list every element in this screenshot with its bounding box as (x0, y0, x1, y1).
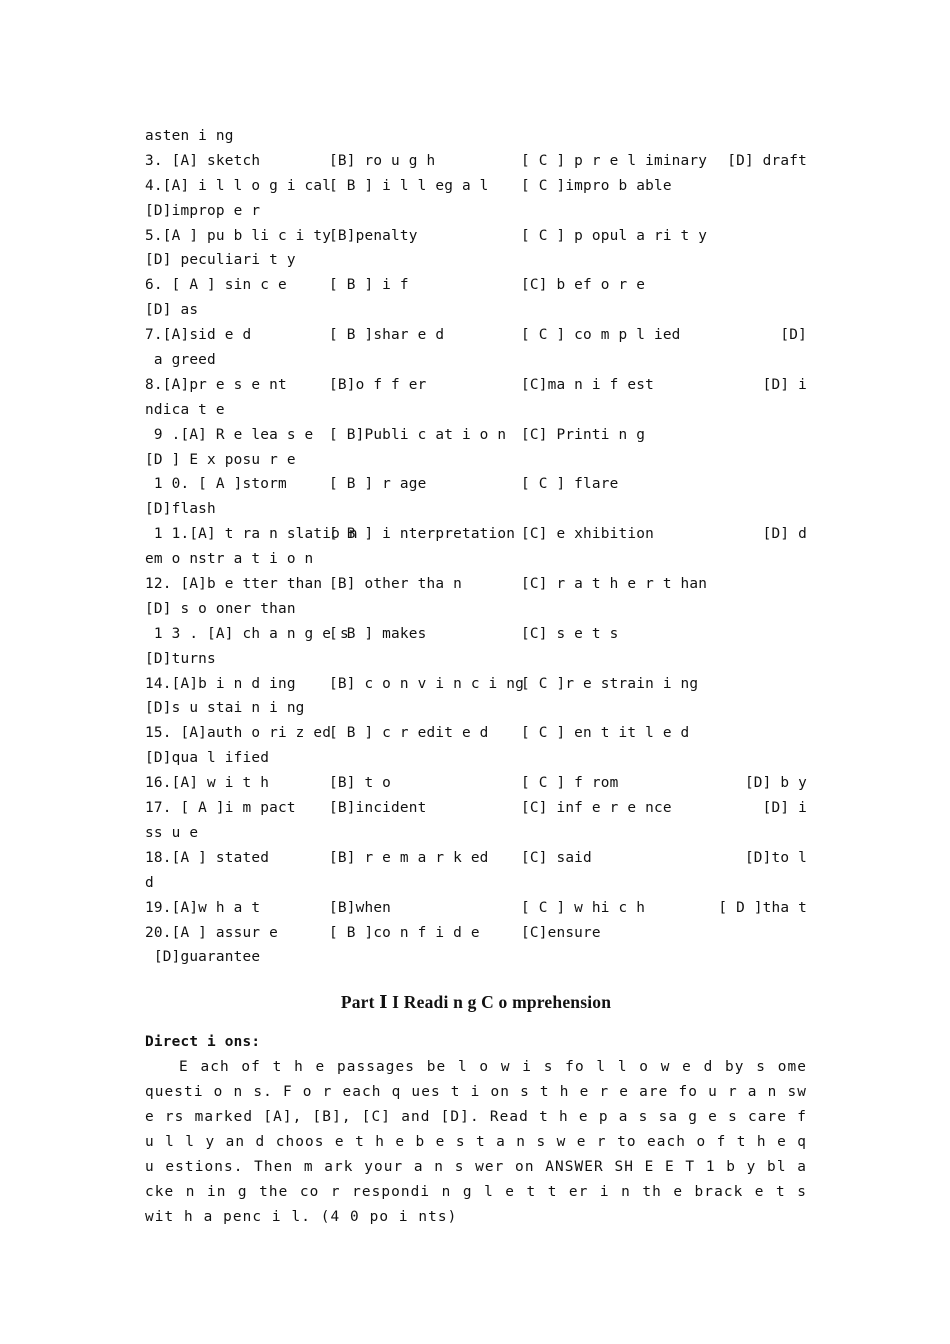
option-b: [ B ] i f (329, 277, 409, 294)
question-option-row (145, 149, 807, 174)
option-continuation: [D] peculiari t y (145, 252, 296, 269)
question-option-row (145, 472, 807, 497)
option-wrap-line (145, 448, 807, 473)
option-wrap-line (145, 348, 807, 373)
option-c: [C] s e t s (521, 625, 619, 642)
option-a: 16.[A] w i t h (145, 775, 270, 792)
option-continuation: [D ] E x posu r e (145, 451, 296, 468)
option-continuation: ss u e (145, 824, 199, 841)
option-b: [B] r e m a r k ed (329, 849, 489, 866)
option-b: [ B]Publi c at i o n (329, 426, 507, 443)
question-option-row (145, 846, 807, 871)
option-wrap-line (145, 696, 807, 721)
section-heading: Part Ⅰ I Readi n g C o mprehension (340, 992, 612, 1013)
option-wrap-line (145, 298, 807, 323)
option-c: [ C ] f rom (521, 775, 619, 792)
option-b: [B] other tha n (329, 576, 462, 593)
option-c: [C]ensure (521, 924, 601, 941)
directions-text: E ach of t h e passages be l o w i s fo l l o w e d by s ome questi o n s. F o r each q ues t i on s t h e r e are fo u r a n sw e rs marked [A], [B], [C] and [D]. Read t h e p a s sa g e s care f u l l y an d choos e t h e b e s t a n s w e r to each o f t h e q u estions. Then m ark your a n s wer on ANSWER SH E E T 1 b y bl a cke n in g the co r respondi n g l e t t er i n th e brack e t s wit h a penc i l. (4 0 po i nts) (145, 1059, 807, 1225)
option-c: [ C ] p opul a ri t y (521, 227, 708, 244)
option-wrap-line (145, 871, 807, 896)
question-option-row (145, 896, 807, 921)
option-a: 4.[A] i l l o g i cal (145, 177, 332, 194)
option-b: [ B ] i nterpretation (329, 526, 516, 543)
option-d: [D] i (762, 376, 807, 393)
question-option-row (145, 921, 807, 946)
option-a: 5.[A ] pu b li c i ty (145, 227, 332, 244)
option-continuation: ndica t e (145, 401, 225, 418)
option-c: [C] Printi n g (521, 426, 646, 443)
option-c: [C] r a t h e r t han (521, 576, 708, 593)
option-d: [ D ]tha t (718, 899, 807, 916)
option-a: 14.[A]b i n d ing (145, 675, 296, 692)
option-b: [ B ] c r edit e d (329, 725, 489, 742)
answer-options-list (145, 149, 807, 970)
option-b: [B]o f f er (329, 376, 427, 393)
option-b: [B] t o (329, 775, 392, 792)
option-b: [ B ] makes (329, 625, 427, 642)
question-option-row (145, 572, 807, 597)
question-option-row (145, 323, 807, 348)
option-continuation: [D]flash (145, 501, 216, 518)
option-c: [C] said (521, 849, 592, 866)
question-option-row (145, 721, 807, 746)
option-b: [B]when (329, 899, 392, 916)
option-wrap-line (145, 497, 807, 522)
option-c: [C] e xhibition (521, 526, 654, 543)
question-option-row (145, 522, 807, 547)
option-fragment: asten i ng (145, 128, 234, 144)
option-d: [D] b y (744, 775, 807, 792)
option-b: [B] ro u g h (329, 152, 436, 169)
question-option-row (145, 622, 807, 647)
option-c: [ C ]impro b able (521, 177, 672, 194)
option-c: [ C ] p r e l iminary (521, 152, 708, 169)
option-d: [D] d (762, 526, 807, 543)
option-continuation: [D]s u stai n i ng (145, 700, 305, 717)
option-wrap-line (145, 821, 807, 846)
option-wrap-line (145, 945, 807, 970)
directions-label: Direct i ons: (145, 1034, 261, 1051)
option-continuation: [D]guarantee (145, 949, 261, 966)
option-wrap-line (145, 746, 807, 771)
option-a: 17. [ A ]i m pact (145, 800, 296, 817)
option-wrap-line (145, 547, 807, 572)
option-d: [D] draft (727, 152, 807, 169)
option-d: [D] (780, 327, 807, 344)
question-option-row (145, 273, 807, 298)
option-wrap-line (145, 647, 807, 672)
option-a: 18.[A ] stated (145, 849, 270, 866)
option-a: 12. [A]b e tter than (145, 576, 323, 593)
option-c: [ C ] en t it l e d (521, 725, 690, 742)
option-c: [ C ] flare (521, 476, 619, 493)
option-continuation: a greed (145, 352, 216, 369)
question-option-row (145, 672, 807, 697)
option-a: 3. [A] sketch (145, 152, 261, 169)
document-page (145, 124, 807, 1230)
option-c: [C] b ef o r e (521, 277, 646, 294)
option-continuation: [D] s o oner than (145, 600, 296, 617)
option-continuation: [D]turns (145, 650, 216, 667)
option-b: [B]incident (329, 800, 427, 817)
option-b: [ B ]shar e d (329, 327, 445, 344)
option-a: 19.[A]w h a t (145, 899, 261, 916)
question-option-row (145, 771, 807, 796)
option-wrap-line (145, 398, 807, 423)
option-continuation: [D]improp e r (145, 202, 261, 219)
option-continuation: em o nstr a t i o n (145, 551, 314, 568)
option-c: [ C ]r e strain i ng (521, 675, 699, 692)
option-d: [D] i (762, 800, 807, 817)
option-a: 8.[A]pr e s e nt (145, 376, 287, 393)
option-c: [ C ] co m p l ied (521, 327, 681, 344)
option-c: [C]ma n i f est (521, 376, 654, 393)
option-c: [ C ] w hi c h (521, 899, 646, 916)
option-continuation: [D]qua l ified (145, 750, 270, 767)
question-option-row (145, 373, 807, 398)
option-a: 1 1.[A] t ra n slatio n (145, 526, 358, 543)
option-a: 20.[A ] assur e (145, 924, 278, 941)
option-a: 1 0. [ A ]storm (145, 476, 287, 493)
option-b: [ B ] i l l eg a l (329, 177, 489, 194)
option-continuation: [D] as (145, 302, 199, 319)
option-b: [ B ]co n f i d e (329, 924, 480, 941)
option-a: 1 3 . [A] ch a n g e s (145, 625, 349, 642)
option-b: [B] c o n v i n c i ng (329, 675, 525, 692)
text-line (145, 124, 807, 149)
question-option-row (145, 423, 807, 448)
option-a: 6. [ A ] sin c e (145, 277, 287, 294)
option-continuation: d (145, 874, 154, 891)
directions-label-line (145, 1030, 807, 1055)
option-a: 15. [A]auth o ri z ed (145, 725, 332, 742)
option-wrap-line (145, 597, 807, 622)
option-b: [ B ] r age (329, 476, 427, 493)
option-a: 9 .[A] R e lea s e (145, 426, 314, 443)
option-a: 7.[A]sid e d (145, 327, 252, 344)
option-b: [B]penalty (329, 227, 418, 244)
question-option-row (145, 796, 807, 821)
option-wrap-line (145, 199, 807, 224)
question-option-row (145, 174, 807, 199)
option-d: [D]to l (744, 849, 807, 866)
question-option-row (145, 224, 807, 249)
option-c: [C] inf e r e nce (521, 800, 672, 817)
option-wrap-line (145, 248, 807, 273)
